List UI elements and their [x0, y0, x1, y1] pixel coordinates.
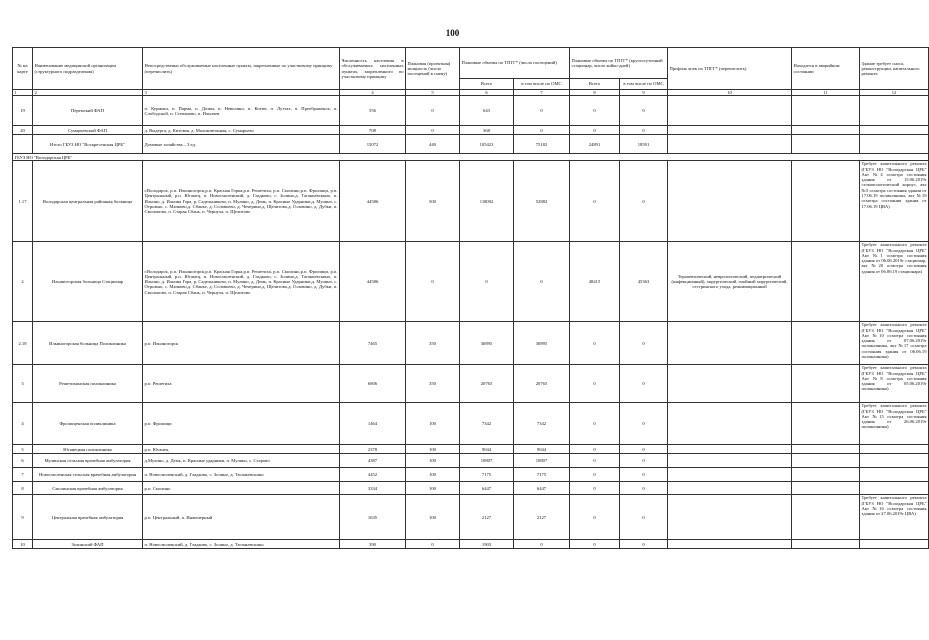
- table-row: [13, 322, 929, 365]
- beddays-total-cell: 0: [570, 468, 620, 482]
- table-cell: [668, 135, 792, 154]
- villages-cell: р.п. Центральный, п. Инженерный: [143, 495, 340, 540]
- repair-note-cell: [860, 540, 929, 549]
- beddays-oms-cell: 0: [620, 445, 668, 454]
- bed-profile-cell: [668, 403, 792, 445]
- visits-oms-cell: 7175: [514, 468, 570, 482]
- table-row: [13, 445, 929, 454]
- header-cell: Профиль коек по ТПГГ* (перечислить): [668, 48, 792, 90]
- emergency-state-cell: [792, 403, 860, 445]
- column-number: 5: [406, 90, 460, 96]
- organization-name-cell: Решетихинская поликлиника: [33, 365, 143, 403]
- beddays-oms-cell: 0: [620, 322, 668, 365]
- map-number-cell: 8: [13, 482, 33, 495]
- visits-oms-cell: 10807: [514, 454, 570, 468]
- organization-name-cell: Мулинская сельская врачебная амбулатория: [33, 454, 143, 468]
- beddays-total-cell: 0: [570, 365, 620, 403]
- villages-cell: г.Володарск, р.п. Ильиногорск,р.п. Красная Горка,р.п. Решетиха, р.п. Смолино,р.п. Фролищи, р.п. Центральный, р.п. Юганец, п. Новосмоленский, д. Гладково, с. Золино,д. Таганьевскино, п. Ильино, д. Ильина Гора, р. Садельниково, п. Мулино, д. Демь, п. Красные Ударники,д. Мулино, с. Отрожно, с. Мячково,д. Сбанье, д. Соловьево, д. Чечерино,д. Щелитово,д. Головино, д. Дубки, п. Смолоково, п. Старая Сбань, п. Чернуха, п. Щелитово: [143, 242, 340, 322]
- table-row: [13, 126, 929, 135]
- capacity-cell: 350: [406, 322, 460, 365]
- header-cell: Находится в аварийном состоянии: [792, 48, 860, 90]
- capacity-cell: 100: [406, 445, 460, 454]
- organization-name-cell: Ильиногорская больница Поликлиника: [33, 322, 143, 365]
- organization-name-cell: Золинский ФАП: [33, 540, 143, 549]
- map-number-cell: 19: [13, 96, 33, 126]
- organization-name-cell: Сумарьевский ФАП: [33, 126, 143, 135]
- beddays-total-cell: 0: [570, 540, 620, 549]
- villages-cell: Домовые хозяйства – 3 ед.: [143, 135, 340, 154]
- visits-oms-cell: 0: [514, 540, 570, 549]
- visits-total-cell: 10807: [460, 454, 514, 468]
- header-cell: Наименование медицинской организации (структурного подразделения): [33, 48, 143, 90]
- table-row: [13, 365, 929, 403]
- visits-total-cell: 0: [460, 242, 514, 322]
- beddays-oms-cell: 0: [620, 161, 668, 242]
- column-number: 6: [460, 90, 514, 96]
- column-number: 2: [33, 90, 143, 96]
- villages-cell: р.п. Фролищи: [143, 403, 340, 445]
- organization-name-cell: Фролищенская поликлиника: [33, 403, 143, 445]
- column-number: 9: [620, 90, 668, 96]
- capacity-cell: 500: [406, 161, 460, 242]
- population-cell: 6806: [340, 365, 406, 403]
- table-row: [13, 403, 929, 445]
- beddays-total-cell: 0: [570, 403, 620, 445]
- villages-cell: р.п. Юганец: [143, 445, 340, 454]
- visits-total-cell: 2127: [460, 495, 514, 540]
- population-cell: 7465: [340, 322, 406, 365]
- bed-profile-cell: [668, 482, 792, 495]
- table-row: [13, 454, 929, 468]
- bed-profile-cell: [668, 495, 792, 540]
- data-table: [12, 47, 929, 549]
- bed-profile-cell: [668, 468, 792, 482]
- header-cell: № на карте: [13, 48, 33, 90]
- capacity-cell: 350: [406, 365, 460, 403]
- population-cell: 4387: [340, 454, 406, 468]
- beddays-oms-cell: 0: [620, 403, 668, 445]
- population-cell: 556: [340, 96, 406, 126]
- bed-profile-cell: [668, 365, 792, 403]
- bed-profile-cell: [668, 540, 792, 549]
- map-number-cell: 6: [13, 454, 33, 468]
- visits-oms-cell: 2127: [514, 495, 570, 540]
- bed-profile-cell: [668, 445, 792, 454]
- population-cell: 1635: [340, 495, 406, 540]
- visits-oms-cell: 30895: [514, 322, 570, 365]
- population-cell: 4452: [340, 468, 406, 482]
- capacity-cell: 100: [406, 495, 460, 540]
- visits-oms-cell: 7342: [514, 403, 570, 445]
- beddays-oms-cell: 0: [620, 540, 668, 549]
- bed-profile-cell: [668, 96, 792, 126]
- bed-profile-cell: [668, 454, 792, 468]
- visits-total-cell: 20765: [460, 365, 514, 403]
- bed-profile-cell: Терапевтический, неврологический, педиатрический (инфекционный), хирургический, гнойный хирургический, сестринского ухода, реанимационный: [668, 242, 792, 322]
- map-number-cell: 3: [13, 365, 33, 403]
- section-header-row: [13, 154, 929, 161]
- table-row: [13, 468, 929, 482]
- beddays-oms-cell: 0: [620, 468, 668, 482]
- header-cell: Всего: [460, 79, 514, 90]
- map-number-cell: 2.18: [13, 322, 33, 365]
- beddays-total-cell: 0: [570, 96, 620, 126]
- villages-cell: р.п. Решетиха: [143, 365, 340, 403]
- map-number-cell: 2: [13, 242, 33, 322]
- table-row: [13, 242, 929, 322]
- villages-cell: д.Мулино, д. Демь, п. Красные ударники, п. Мулино, с. Старово: [143, 454, 340, 468]
- beddays-oms-cell: 18591: [620, 135, 668, 154]
- map-number-cell: 9: [13, 495, 33, 540]
- visits-total-cell: 7175: [460, 468, 514, 482]
- header-cell: Плановые объемы по ТПГГ* (круглосуточный стационар, число койко-дней): [570, 48, 668, 79]
- visits-oms-cell: 9044: [514, 445, 570, 454]
- population-cell: 708: [340, 126, 406, 135]
- header-cell: в том числе по ОМС: [620, 79, 668, 90]
- capacity-cell: 100: [406, 403, 460, 445]
- header-cell: Здание требует сноса, реконструкции, капитального ремонта: [860, 48, 929, 90]
- table-row: [13, 540, 929, 549]
- organization-name-cell: Юганецкая поликлиника: [33, 445, 143, 454]
- emergency-state-cell: [792, 322, 860, 365]
- population-cell: 1464: [340, 403, 406, 445]
- table-cell: [792, 135, 860, 154]
- beddays-oms-cell: 0: [620, 365, 668, 403]
- map-number-cell: 20: [13, 126, 33, 135]
- organization-name-cell: Центральная врачебная амбулатория: [33, 495, 143, 540]
- repair-note-cell: [860, 482, 929, 495]
- header-cell: Непосредственно обслуживаемые населенные пункты, закрепленные по участковому принципу (перечислить): [143, 48, 340, 90]
- visits-oms-cell: 75182: [514, 135, 570, 154]
- beddays-total-cell: 0: [570, 322, 620, 365]
- beddays-total-cell: 0: [570, 161, 620, 242]
- map-number-cell: 1.17: [13, 161, 33, 242]
- map-number-cell: 4: [13, 403, 33, 445]
- villages-cell: п. Новосмоленский, д. Гладково, с. Золино, д. Таганьевскино: [143, 540, 340, 549]
- table-row: [13, 482, 929, 495]
- repair-note-cell: [860, 126, 929, 135]
- repair-note-cell: Требует капитального ремонта (ГБУЗ НО "Володарская ЦРБ" Акт №4 осмотра состояния здания от 15.06.2019г стоматологический корпус, акт №5 осмотра состояния здания от 17.06.19 поликлиника, акт №19 осмотра состояния здания от 17.06.19 ЦВА): [860, 161, 929, 242]
- emergency-state-cell: [792, 126, 860, 135]
- visits-total-cell: 368: [460, 126, 514, 135]
- visits-total-cell: 643: [460, 96, 514, 126]
- visits-total-cell: 6447: [460, 482, 514, 495]
- repair-note-cell: Требует капитального ремонта (ГБУЗ НО "Володарская ЦРБ" Акт №10 осмотра состояния здания от 07.06.2019г поликлиника, акт №17 осмотра состояния здания от 06.06.19 поликлиника): [860, 322, 929, 365]
- population-cell: 390: [340, 540, 406, 549]
- organization-name-cell: Перемский ФАП: [33, 96, 143, 126]
- visits-oms-cell: 20765: [514, 365, 570, 403]
- beddays-total-cell: 24891: [570, 135, 620, 154]
- capacity-cell: 0: [406, 242, 460, 322]
- visits-total-cell: 105423: [460, 135, 514, 154]
- map-number-cell: 7: [13, 468, 33, 482]
- header-row: [13, 48, 929, 79]
- repair-note-cell: [860, 96, 929, 126]
- organization-name-cell: Ильиногорская больница Стационар: [33, 242, 143, 322]
- map-number-cell: 5: [13, 445, 33, 454]
- column-number: 4: [340, 90, 406, 96]
- beddays-total-cell: 0: [570, 495, 620, 540]
- beddays-oms-cell: 0: [620, 96, 668, 126]
- repair-note-cell: [860, 468, 929, 482]
- column-number: 11: [792, 90, 860, 96]
- bed-profile-cell: [668, 161, 792, 242]
- total-row: [13, 135, 929, 154]
- header-cell: в том числе по ОМС: [514, 79, 570, 90]
- capacity-cell: 0: [406, 96, 460, 126]
- capacity-cell: 100: [406, 468, 460, 482]
- total-label-cell: Итого ГБУЗ НО "Воскресенская ЦРБ": [33, 135, 143, 154]
- bed-profile-cell: [668, 322, 792, 365]
- map-number-cell: [13, 135, 33, 154]
- visits-oms-cell: 6447: [514, 482, 570, 495]
- beddays-oms-cell: 0: [620, 126, 668, 135]
- capacity-cell: 440: [406, 135, 460, 154]
- villages-cell: р.п. Ильиногорск: [143, 322, 340, 365]
- map-number-cell: 10: [13, 540, 33, 549]
- emergency-state-cell: [792, 454, 860, 468]
- villages-cell: п. Курмыш, п. Парма, п. Дозин, п. Неволино, п. Котюг, п. Лузтах, п. Преображенск, п. Слободской, п. Степаново, п. Ильичев: [143, 96, 340, 126]
- emergency-state-cell: [792, 445, 860, 454]
- emergency-state-cell: [792, 365, 860, 403]
- population-cell: 15072: [340, 135, 406, 154]
- beddays-oms-cell: 0: [620, 495, 668, 540]
- table-row: [13, 96, 929, 126]
- repair-note-cell: Требует капитального ремонта (ГБУЗ НО "Володарская ЦРБ" Акт №15 осмотра состояния здания от 26.06.2019г поликлиника): [860, 403, 929, 445]
- beddays-total-cell: 0: [570, 126, 620, 135]
- emergency-state-cell: [792, 540, 860, 549]
- villages-cell: р.п. Смолино: [143, 482, 340, 495]
- beddays-total-cell: 0: [570, 445, 620, 454]
- header-cell: Плановые объемы по ТПГГ* (число посещений): [460, 48, 570, 79]
- visits-oms-cell: 0: [514, 126, 570, 135]
- beddays-total-cell: 48415: [570, 242, 620, 322]
- emergency-state-cell: [792, 161, 860, 242]
- capacity-cell: 100: [406, 482, 460, 495]
- beddays-total-cell: 0: [570, 482, 620, 495]
- column-number: 3: [143, 90, 340, 96]
- beddays-oms-cell: 0: [620, 454, 668, 468]
- emergency-state-cell: [792, 96, 860, 126]
- bed-profile-cell: [668, 126, 792, 135]
- repair-note-cell: Требует капитального ремонта (ГБУЗ НО "Володарская ЦРБ" Акт №8 осмотра состояния здания от 05.06.2019г поликлиника): [860, 365, 929, 403]
- repair-note-cell: Требует капитального ремонта (ГБУЗ НО "Володарская ЦРБ" Акт №16 осмотра состояния здания от 27.06.2019г ЦВА): [860, 495, 929, 540]
- villages-cell: д. Выдерга, д. Китовая, д. Малоковтонная, с. Сумарьево: [143, 126, 340, 135]
- beddays-oms-cell: 0: [620, 482, 668, 495]
- column-number: 7: [514, 90, 570, 96]
- emergency-state-cell: [792, 242, 860, 322]
- column-number: 1: [13, 90, 33, 96]
- organization-name-cell: Володарская центральная районная больница: [33, 161, 143, 242]
- beddays-oms-cell: 45363: [620, 242, 668, 322]
- visits-total-cell: 30895: [460, 322, 514, 365]
- emergency-state-cell: [792, 468, 860, 482]
- repair-note-cell: Требует капитального ремонта (ГБУЗ НО "Володарская ЦРБ" Акт №1 осмотра состояния здания от 06.06.2019г стационар, акт №20 осмотра состояния здания от 06.06.19 стационара): [860, 242, 929, 322]
- visits-total-cell: 9044: [460, 445, 514, 454]
- capacity-cell: 0: [406, 126, 460, 135]
- capacity-cell: 0: [406, 540, 460, 549]
- column-number: 10: [668, 90, 792, 96]
- visits-oms-cell: 0: [514, 242, 570, 322]
- section-title: ГБУЗ НО "Володарская ЦРБ": [13, 154, 929, 161]
- organization-name-cell: Смолинская врачебная амбулатория: [33, 482, 143, 495]
- header-cell: Всего: [570, 79, 620, 90]
- repair-note-cell: [860, 445, 929, 454]
- emergency-state-cell: [792, 482, 860, 495]
- header-cell: Плановая (проектная) мощность (число посещений в смену): [406, 48, 460, 90]
- population-cell: 2378: [340, 445, 406, 454]
- table-row: [13, 495, 929, 540]
- emergency-state-cell: [792, 495, 860, 540]
- villages-cell: п. Новосмоленский, д. Гладково, с. Золино, д. Таганьевскино: [143, 468, 340, 482]
- visits-oms-cell: 52882: [514, 161, 570, 242]
- villages-cell: г.Володарск, р.п. Ильиногорск,р.п. Красная Горка,р.п. Решетиха, р.п. Смолино,р.п. Фролищи, р.п. Центральный, р.п. Юганец, п. Новосмоленский, д. Гладково, с. Золино,д. Таганьевскино, п. Ильино, д. Ильина Гора, р. Садельниково, п. Мулино, д. Демь, п. Красные Ударники,д. Мулино, с. Отрожно, с. Мячково,д. Сбанье, д. Соловьево, д. Чечерино,д. Щелитово,д. Головино, д. Дубки, п. Смолоково, п. Старая Сбань, п. Чернуха, п. Щелитово: [143, 161, 340, 242]
- visits-total-cell: 1903: [460, 540, 514, 549]
- population-cell: 44586: [340, 242, 406, 322]
- visits-total-cell: 7342: [460, 403, 514, 445]
- visits-oms-cell: 0: [514, 96, 570, 126]
- capacity-cell: 100: [406, 454, 460, 468]
- organization-name-cell: Новосмоленская сельская врачебная амбулатория: [33, 468, 143, 482]
- column-number: 8: [570, 90, 620, 96]
- column-number: 12: [860, 90, 929, 96]
- header-cell: Численность населения в обслуживаемых населенных пунктах, закрепленного по участковому принципу: [340, 48, 406, 90]
- table-row: [13, 161, 929, 242]
- population-cell: 3334: [340, 482, 406, 495]
- population-cell: 44586: [340, 161, 406, 242]
- repair-note-cell: [860, 454, 929, 468]
- visits-total-cell: 118002: [460, 161, 514, 242]
- page-number: 100: [445, 28, 460, 38]
- table-cell: [860, 135, 929, 154]
- beddays-total-cell: 0: [570, 454, 620, 468]
